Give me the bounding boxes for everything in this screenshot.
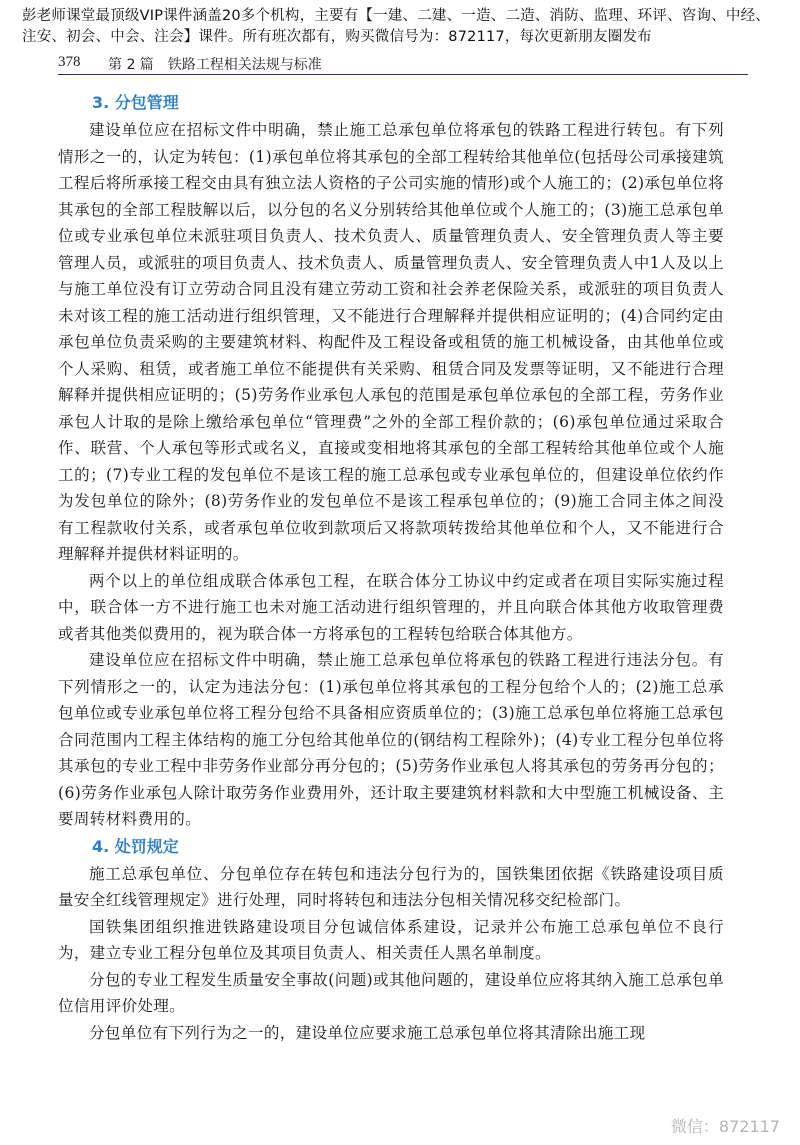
page-body: [58, 89, 724, 1046]
promo-banner: 彭老师课堂最顶级VIP课件涵盖20多个机构，主要有【一建、二建、一造、二造、消防、监理、环评、咨询、中经、注安、初会、中会、注会】课件。所有班次都有，购买微信号为：872117，每次更新朋友圈发布: [22, 8, 770, 45]
section-heading-subcontract-management: 3. 分包管理: [92, 93, 179, 112]
paragraph: 施工总承包单位、分包单位存在转包和违法分包行为的，国铁集团依据《铁路建设项目质量安全红线管理规定》进行处理，同时将转包和违法分包相关情况移交纪检部门。: [58, 864, 724, 909]
part-title: 第 2 篇 铁路工程相关法规与标准: [108, 57, 322, 73]
paragraph: 国铁集团组织推进铁路建设项目分包诚信体系建设，记录并公布施工总承包单位不良行为，建立专业工程分包单位及其项目负责人、相关责任人黑名单制度。: [58, 917, 724, 962]
paragraph: 两个以上的单位组成联合体承包工程，在联合体分工协议中约定或者在项目实际实施过程中，联合体一方不进行施工也未对施工活动进行组织管理的，并且向联合体其他方收取管理费或者其他类似费用的，视为联合体一方将承包的工程转包给联合体其他方。: [58, 571, 724, 643]
page-number: 378: [58, 54, 81, 70]
section-heading-penalty-rules: 4. 处罚规定: [92, 836, 179, 856]
paragraph: 分包的专业工程发生质量安全事故(问题)或其他问题的，建设单位应将其纳入施工总承包单位信用评价处理。: [58, 970, 724, 1015]
paragraph: 分包单位有下列行为之一的，建设单位应要求施工总承包单位将其清除出施工现: [89, 1023, 646, 1042]
paragraph: 建设单位应在招标文件中明确，禁止施工总承包单位将承包的铁路工程进行违法分包。有下列情形之一的，认定为违法分包：(1)承包单位将其承包的工程分包给个人的；(2)施工总承包单位或专业承包单位将工程分包给不具备相应资质单位的；(3)施工总承包单位将施工总承包合同范围内工程主体结构的施工分包给其他单位的(钢结构工程除外)；(4)专业工程分包单位将其承包的专业工程中非劳务作业部分再分包的；(5)劳务作业承包人将其承包的劳务再分包的；(6)劳务作业承包人除计取劳务作业费用外，还计取主要建筑材料款和大中型施工机械设备、主要周转材料费用的。: [58, 651, 724, 828]
wechat-watermark: 微信：872117: [670, 1117, 780, 1136]
paragraph: 建设单位应在招标文件中明确，禁止施工总承包单位将承包的铁路工程进行转包。有下列情形之一的，认定为转包：(1)承包单位将其承包的全部工程转给其他单位(包括母公司承接建筑工程后将所承接工程交由具有独立法人资格的子公司实施的情形)或个人施工的；(2)承包单位将其承包的全部工程肢解以后，以分包的名义分别转给其他单位或个人施工的；(3)施工总承包单位或专业承包单位未派驻项目负责人、技术负责人、质量管理负责人、安全管理负责人等主要管理人员，或派驻的项目负责人、技术负责人、质量管理负责人、安全管理负责人中1人及以上与施工单位没有订立劳动合同且没有建立劳动工资和社会养老保险关系，或派驻的项目负责人未对该工程的施工活动进行组织管理，又不能进行合理解释并提供相应证明的；(4)合同约定由承包单位负责采购的主要建筑材料、构配件及工程设备或租赁的施工机械设备，由其他单位或个人采购、租赁，或者施工单位不能提供有关采购、租赁合同及发票等证明，又不能进行合理解释并提供相应证明的；(5)劳务作业承包人承包的范围是承包单位承包的全部工程，劳务作业承包人计取的是除上缴给承包单位“管理费”之外的全部工程价款的；(6)承包单位通过采取合作、联营、个人承包等形式或名义，直接或变相地将其承包的全部工程转给其他单位或个人施工的；(7)专业工程的发包单位不是该工程的施工总承包或专业承包单位的，但建设单位依约作为发包单位的除外；(8)劳务作业的发包单位不是该工程承包单位的；(9)施工合同主体之间没有工程款收付关系，或者承包单位收到款项后又将款项转拨给其他单位和个人，又不能进行合理解释并提供材料证明的。: [58, 121, 724, 563]
page-header: [58, 54, 748, 75]
